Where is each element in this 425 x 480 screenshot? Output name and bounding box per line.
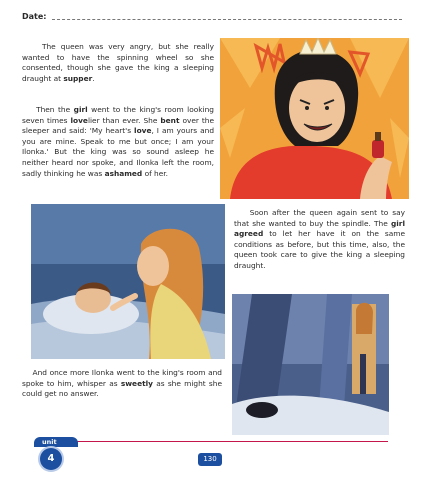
p4-bold: sweetly bbox=[120, 378, 153, 388]
sleeping-king-illustration bbox=[31, 204, 225, 359]
unit-number-badge: 4 bbox=[40, 448, 62, 470]
footer-rule bbox=[40, 441, 388, 442]
p2-bold: love bbox=[134, 126, 152, 136]
p3-bold: girl bbox=[390, 218, 405, 228]
p2-text: went to the king's room looking seven times bbox=[22, 105, 214, 125]
p3-bold: agreed bbox=[234, 229, 264, 239]
p4-text: And once more Ilonka went to the king's room and spoke to him, whisper as bbox=[22, 368, 222, 388]
p2-bold: ashamed bbox=[104, 168, 143, 178]
queen-illustration bbox=[220, 38, 409, 199]
p2-text: lier than ever. She bbox=[87, 115, 161, 125]
p2-text: over the sleeper and said: 'My heart's bbox=[22, 115, 215, 136]
p2-bold: love bbox=[70, 115, 88, 125]
p1-text: The queen was very angry, but she really wanted to have the spinning wheel so she consented, though she gave the king a sleeping draught at bbox=[22, 42, 214, 83]
p3-text: Soon after the queen again sent to say that she wanted to buy the spindle. The bbox=[234, 208, 405, 228]
date-line bbox=[52, 19, 402, 20]
dark-room-illustration bbox=[232, 294, 389, 435]
paragraph-4 bbox=[22, 368, 222, 400]
paragraph-1 bbox=[22, 42, 214, 84]
date-label: Date: bbox=[22, 12, 47, 21]
p1-text: . bbox=[92, 73, 95, 83]
p2-text: of her. bbox=[142, 168, 168, 178]
p2-bold: girl bbox=[73, 105, 88, 114]
page-number: 130 bbox=[198, 453, 222, 466]
paragraph-3 bbox=[234, 208, 405, 272]
unit-label: unit bbox=[34, 437, 78, 447]
p2-bold: bent bbox=[160, 115, 180, 125]
p1-bold: supper bbox=[63, 73, 93, 83]
p2-text: , I am yours and you are mine. Speak to me but once; I am your Ilonka.' But the king was so sound asleep he neither heard nor spoke, and Ilonka left the room, sadly thinking he was bbox=[22, 126, 215, 178]
p4-text: as she might she could get no answer. bbox=[22, 378, 222, 399]
p2-text: Then the bbox=[36, 105, 74, 114]
p3-text: to let her have it on the same conditions as before, but this time, also, the queen took care to give the king a sleeping draught. bbox=[234, 229, 405, 270]
paragraph-2 bbox=[22, 105, 214, 179]
